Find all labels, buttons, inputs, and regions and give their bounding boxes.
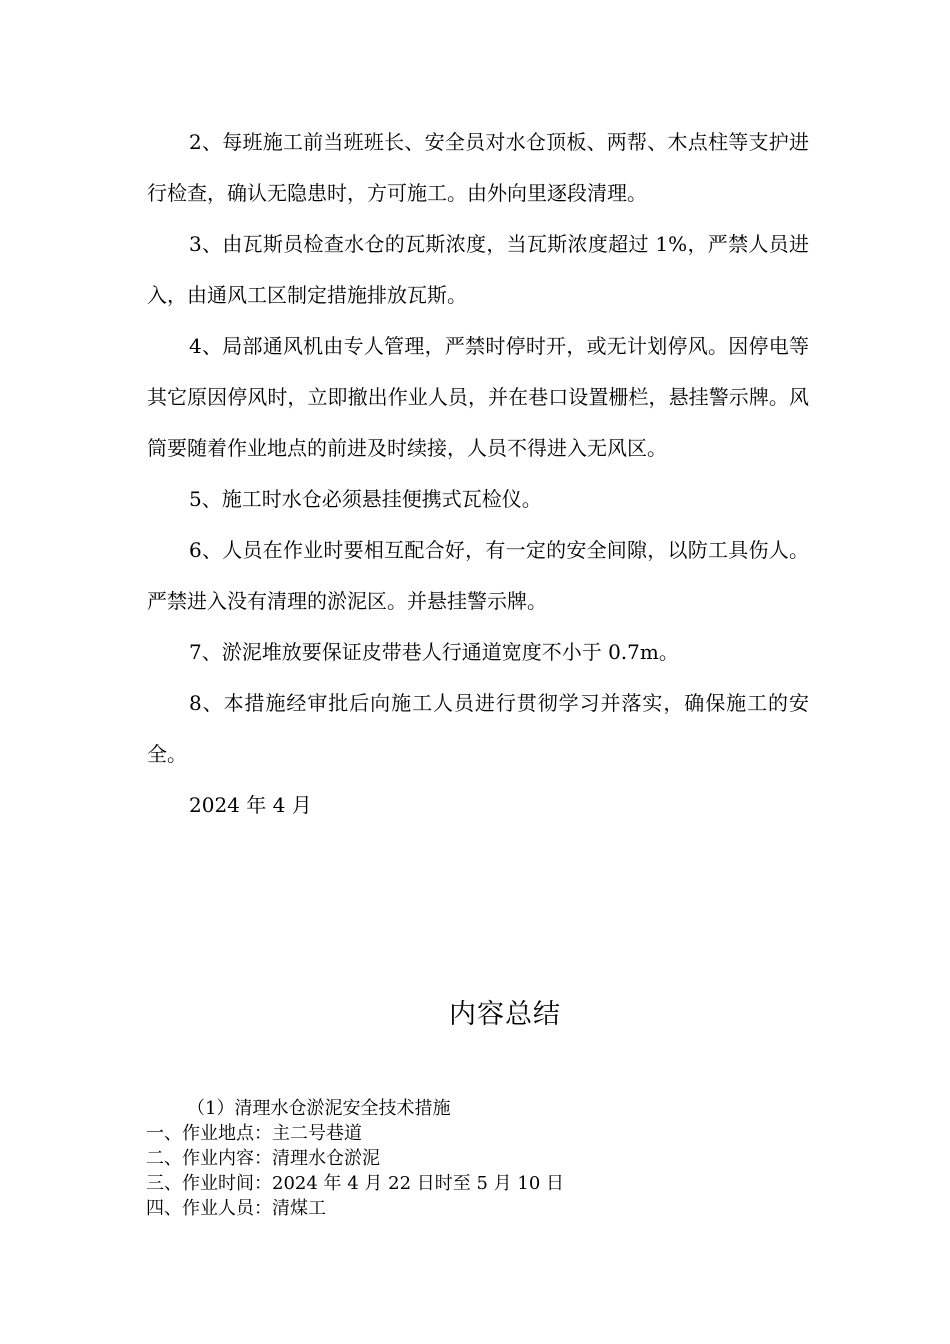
summary-item-personnel: 四、作业人员：清煤工 <box>146 1198 326 1219</box>
summary-sub-heading: （1）清理水仓淤泥安全技术措施 <box>187 1098 451 1119</box>
summary-title: 内容总结 <box>449 999 561 1030</box>
paragraph-item-5: 5、施工时水仓必须悬挂便携式瓦检仪。 <box>189 487 542 511</box>
main-text-block <box>147 117 809 831</box>
paragraph-item-3: 3、由瓦斯员检查水仓的瓦斯浓度，当瓦斯浓度超过 1%，严禁人员进入，由通风工区制定措施排放瓦斯。 <box>147 232 809 307</box>
paragraph-item-6: 6、人员在作业时要相互配合好，有一定的安全间隙，以防工具伤人。严禁进入没有清理的淤泥区。并悬挂警示牌。 <box>147 538 809 613</box>
summary-item-location: 一、作业地点：主二号巷道 <box>146 1123 362 1144</box>
summary-item-time: 三、作业时间：2024 年 4 月 22 日时至 5 月 10 日 <box>146 1173 565 1194</box>
document-date: 2024 年 4 月 <box>189 793 312 817</box>
summary-section <box>146 1096 806 1221</box>
paragraph-item-7: 7、淤泥堆放要保证皮带巷人行通道宽度不小于 0.7m。 <box>189 640 679 664</box>
paragraph-item-4: 4、局部通风机由专人管理，严禁时停时开，或无计划停风。因停电等其它原因停风时，立即撤出作业人员，并在巷口设置栅栏，悬挂警示牌。风筒要随着作业地点的前进及时续接，人员不得进入无风区。 <box>147 334 809 460</box>
paragraph-item-2: 2、每班施工前当班班长、安全员对水仓顶板、两帮、木点柱等支护进行检查，确认无隐患时，方可施工。由外向里逐段清理。 <box>147 130 809 205</box>
summary-item-content: 二、作业内容：清理水仓淤泥 <box>146 1148 380 1169</box>
paragraph-item-8: 8、本措施经审批后向施工人员进行贯彻学习并落实，确保施工的安全。 <box>147 691 809 766</box>
